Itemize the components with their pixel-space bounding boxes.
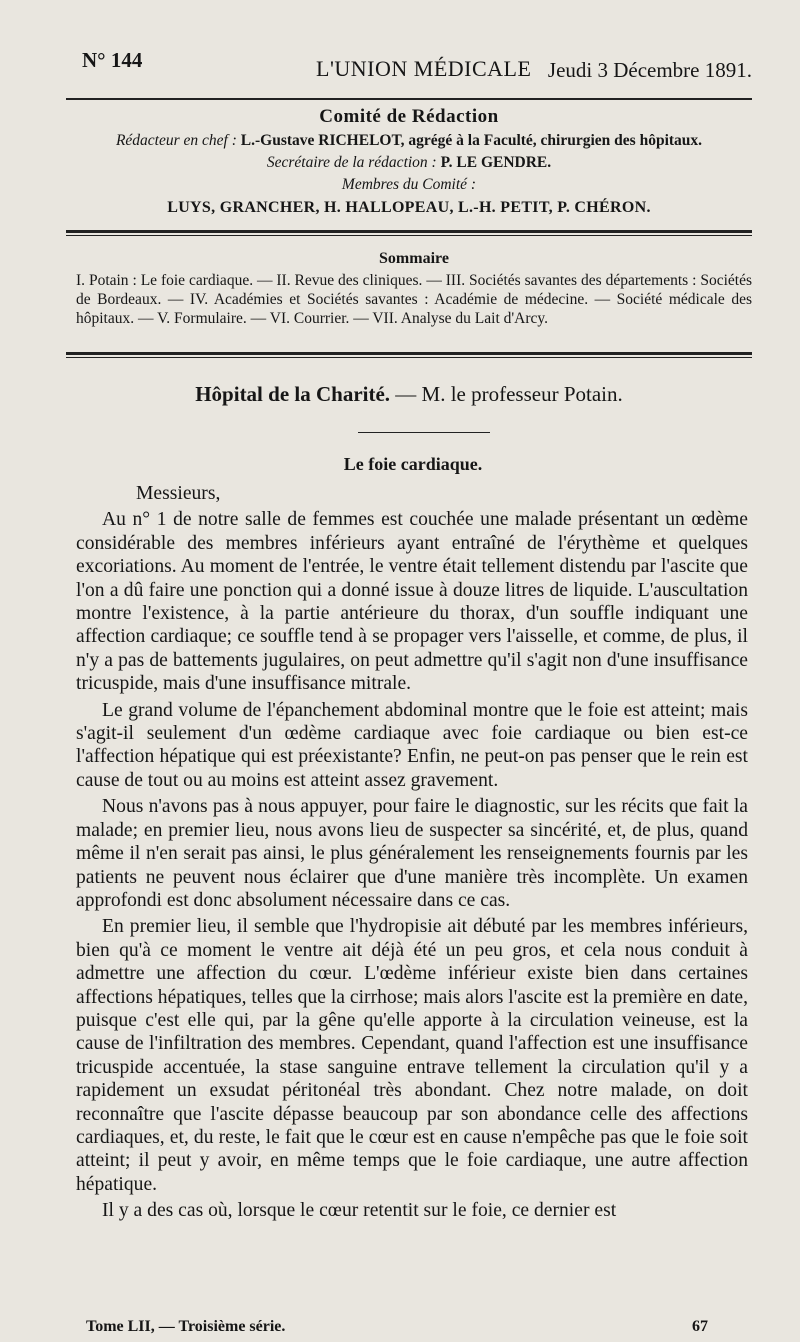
paragraph: En premier lieu, il semble que l'hydropisie ait débuté par les membres inférieurs, bien qu'à ce moment le ventre ait déjà été un peu gros, et cela nous conduit à admettre une affection du cœur. L'œdème inférieur existe bien dans certaines affections hépatiques, telles que la cirrhose; mais alors l'ascite est la première en date, puisque c'est elle qui, par la gêne qu'elle apporte à la circulation veineuse, est la cause de l'infiltration des membres. Cependant, quand l'affection est une insuffisance tricuspide accentuée, la stase sanguine entrave tellement la circulation qu'il y a rapidement un exsudat péritonéal très abondant. Chez notre malade, on doit reconnaître que l'ascite dépasse beaucoup par son abondance celle des affections cardiaques, et, du reste, le fait que le cœur est en cause n'empêche pas que le foie soit atteint; il peut y avoir, en même temps que le foie cardiaque, une autre affection hépatique. [76,916,748,1195]
volume-info: Tome LII, — Troisième série. [86,1318,286,1335]
editor-name: L.-Gustave RICHELOT, agrégé à la Faculté, chirurgien des hôpitaux. [240,132,703,149]
secretary-name: P. LE GENDRE. [440,154,552,171]
salutation: Messieurs, [136,483,221,504]
committee-rule [66,230,752,233]
page-number: 67 [692,1318,708,1335]
secretary-label: Secrétaire de la rédaction : [266,154,437,171]
page-header [82,48,752,82]
paragraph: Nous n'avons pas à nous appuyer, pour faire le diagnostic, sur les récits que fait la malade; en premier lieu, nous avons lieu de suspecter sa sincérité, et, de plus, quand même il n'en serait pas ainsi, le plus généralement les renseignements fournis par les patients ne peuvent nous éclairer que d'une manière très incomplète. Un examen approfondi est donc absolument nécessaire dans ce cas. [76,796,748,911]
editor-line [66,132,752,150]
issue-number: N° 144 [82,48,143,72]
paragraph: Il y a des cas où, lorsque le cœur retentit sur le foie, ce dernier est [102,1200,617,1222]
committee-rule-thin [66,235,752,236]
article-body [76,482,748,1226]
page-footer [86,1318,708,1340]
secretary-line [66,154,752,172]
paragraph: Au n° 1 de notre salle de femmes est couchée une malade présentant un œdème considérable des membres inférieurs ayant entraîné de l'érythème et quelques excoriations. Au moment de l'entrée, le ventre était tellement distendu par l'ascite que l'on a dû faire une ponction qui a donné issue à douze litres de liquide. L'auscultation montre l'existence, à la partie antérieure du thorax, d'un souffle indiquant une affection cardiaque; ce souffle tend à se propager vers l'aisselle, et comme, de plus, il n'y a pas de battements jugulaires, on peut admettre qu'il s'agit non d'une insuffisance tricuspide, mais d'une insuffisance mitrale. [76,509,748,695]
paragraph: Le grand volume de l'épanchement abdominal montre que le foie est atteint; mais s'agit-il seulement d'un œdème cardiaque avec foie cardiaque ou bien est-ce l'affection hépatique qui est préexistante? Enfin, ne peut-on pas penser que le rein est cause de tout ou au moins est atteint assez gravement. [76,699,748,791]
header-rule [66,98,752,100]
summary-title: Sommaire [379,250,449,267]
heading-rule [358,432,490,433]
committee-title: Comité de Rédaction [319,106,499,127]
article-subtitle: Le foie cardiaque. [343,454,483,474]
committee-members: LUYS, GRANCHER, H. HALLOPEAU, L.-H. PETIT, P. CHÉRON. [167,199,651,216]
editor-label: Rédacteur en chef : [115,132,237,149]
summary-section [76,250,752,328]
summary-rule [66,352,752,355]
journal-title: L'UNION MÉDICALE [316,56,532,81]
editorial-committee [66,106,752,217]
members-label: Membres du Comité : [341,176,477,193]
professor-name: — M. le professeur Potain. [395,382,623,406]
summary-text: I. Potain : Le foie cardiaque. — II. Revue des cliniques. — III. Sociétés savantes des départements : Sociétés de Bordeaux. — IV. Académies et Sociétés savantes : Académie de médecine. — Société médicale des hôpitaux. — V. Formulaire. — VI. Courrier. — VII. Analyse du Lait d'Arcy. [76,272,752,327]
article-heading [66,382,752,407]
issue-date: Jeudi 3 Décembre 1891. [547,58,752,82]
members-label-line [66,176,752,194]
summary-rule-thin [66,357,752,358]
hospital-name: Hôpital de la Charité. [195,382,391,406]
